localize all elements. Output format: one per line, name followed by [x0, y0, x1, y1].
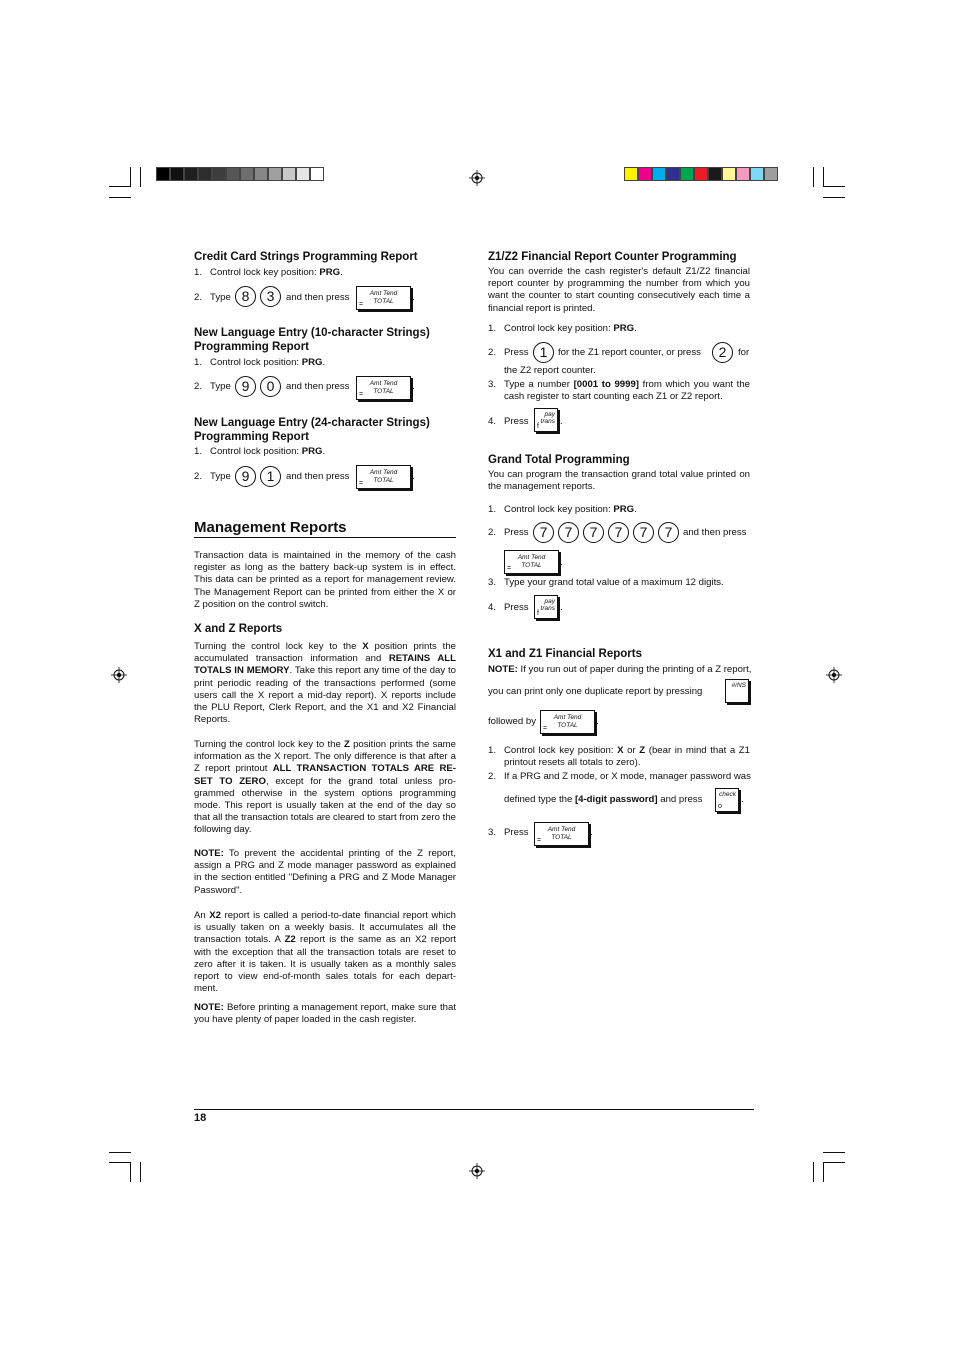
step-1: 1. Control lock position: PRG.	[194, 357, 326, 368]
gray-swatch	[226, 167, 240, 181]
step-2-for: for	[738, 347, 750, 358]
z1z2-intro: You can override the cash register's default Z1/Z2 financial report counter by programming the number from which you want the counter to start counting consecutively each time a financial report is printed.	[488, 266, 750, 314]
crop-mark	[140, 167, 141, 187]
pay-trans-key: pay trans f	[534, 595, 558, 619]
step-2-line2: the Z2 report counter.	[504, 365, 596, 376]
step-3-num: 3.	[488, 379, 497, 390]
section-title-grand-total: Grand Total Programming	[488, 454, 630, 466]
step-3: 3. Press	[488, 827, 529, 838]
xz-paragraph-x2: An X2 report is called a period-to-date financial report which is usually taken on a weekly basis. It accumulates all the transaction totals. A Z2 report is the same as an X2 report with the exception that all the transaction totals are reset to zero after it is taken. It is usually taken as a monthly sales report to view end-of-month sales totals for each depart-ment.	[194, 910, 456, 995]
section-title-language-24: New Language Entry (24-character Strings) Programming Report	[194, 417, 430, 443]
color-swatch	[736, 167, 750, 181]
section-title-management-reports: Management Reports	[194, 519, 347, 536]
step-3: Type a number [0001 to 9999] from which you want the cash register to start counting each Z1 or Z2 report.	[504, 379, 750, 403]
gray-swatch	[310, 167, 324, 181]
color-swatch	[624, 167, 638, 181]
step-1: 1. Control lock position: PRG.	[194, 446, 326, 457]
x1z1-note-line2: you can print only one duplicate report by pressing	[488, 686, 703, 697]
amt-tend-total-key: Amt Tend TOTAL =	[356, 286, 411, 310]
amt-tend-total-key: Amt Tend TOTAL =	[534, 822, 589, 846]
xz-paragraph-1: Turning the control lock key to the X position prints the accumulated transaction information and RETAINS ALL TOTALS IN MEMORY. Take this report any time of the day to print periodic reading of the transactions performed (some users call the X report a mid-day report). X reports include the PLU Report, Clerk Report, and the X1 and X2 Financial Reports.	[194, 641, 457, 726]
key-7: 7	[633, 522, 654, 543]
crop-mark	[109, 1162, 131, 1163]
step-1-num: 1.	[488, 745, 497, 756]
key-7: 7	[608, 522, 629, 543]
crop-mark	[109, 186, 131, 187]
section-title-z1z2-counter: Z1/Z2 Financial Report Counter Programming	[488, 251, 737, 263]
period: .	[560, 416, 563, 427]
key-7: 7	[558, 522, 579, 543]
color-swatch	[708, 167, 722, 181]
xz-paragraph-2: Turning the control lock key to the Z position prints the same information as the X report. The only difference is that after a Z report printout ALL TRANSACTION TOTALS ARE RE-SET TO ZERO, except for the grand total unless pro-grammed otherwise in the system options programming mode. This report is usually taken at the end of the day so that all the transaction totals are cleared to start from zero the following day.	[194, 739, 456, 836]
gray-swatch	[268, 167, 282, 181]
crop-mark	[823, 167, 824, 187]
gray-swatch	[296, 167, 310, 181]
key-7: 7	[658, 522, 679, 543]
section-title-x1-z1: X1 and Z1 Financial Reports	[488, 648, 643, 660]
gray-swatch	[212, 167, 226, 181]
step-3: 3. Type your grand total value of a maximum 12 digits.	[488, 577, 724, 588]
color-swatch	[652, 167, 666, 181]
step-2-then: and then press	[286, 471, 350, 482]
step-2: 2. Press	[488, 347, 529, 358]
gray-swatch	[282, 167, 296, 181]
crop-mark	[823, 197, 845, 198]
gray-swatch	[254, 167, 268, 181]
amt-tend-total-key: Amt Tend TOTAL =	[504, 550, 559, 574]
step-1: 1. Control lock key position: PRG.	[488, 323, 637, 334]
registration-mark-icon	[469, 1163, 485, 1179]
crop-mark	[823, 1162, 824, 1182]
step-2-then: and then press	[286, 381, 350, 392]
step-2: 2. Type	[194, 292, 231, 303]
crop-mark	[813, 167, 814, 187]
key-9: 9	[235, 466, 256, 487]
amt-tend-total-key: Amt Tend TOTAL =	[540, 710, 595, 734]
period: .	[596, 716, 599, 727]
crop-mark	[130, 1162, 131, 1182]
grand-total-intro: You can program the transaction grand total value printed on the management reports.	[488, 469, 750, 493]
crop-mark	[140, 1162, 141, 1182]
color-swatch	[680, 167, 694, 181]
pay-trans-key: pay trans f	[534, 408, 558, 432]
section-rule	[194, 537, 456, 538]
step-2-line2: defined type the [4-digit password] and press	[504, 794, 703, 805]
gray-swatch	[170, 167, 184, 181]
x1z1-note: NOTE: If you run out of paper during the printing of a Z report,	[488, 664, 752, 675]
step-4: 4. Press	[488, 602, 529, 613]
crop-mark	[109, 197, 131, 198]
crop-mark	[130, 167, 131, 187]
page-number: 18	[194, 1112, 207, 1124]
xz-note-1: NOTE: To prevent the accidental printing of the Z report, assign a PRG and Z mode manager password as explained in the section entitled "Defining a PRG and Z Mode Manager Password".	[194, 848, 456, 896]
footer-rule	[194, 1109, 754, 1110]
crop-mark	[813, 1162, 814, 1182]
period: .	[412, 381, 415, 392]
color-swatch	[764, 167, 778, 181]
period: .	[412, 292, 415, 303]
step-2-mid: for the Z1 report counter, or press	[558, 347, 701, 358]
amt-tend-total-key: Amt Tend TOTAL =	[356, 465, 411, 489]
key-0: 0	[260, 376, 281, 397]
period: .	[560, 602, 563, 613]
section-title-x-z-reports: X and Z Reports	[194, 623, 283, 635]
key-7: 7	[583, 522, 604, 543]
step-2-then: and then press	[286, 292, 350, 303]
step-2-then: and then press	[683, 527, 747, 538]
crop-mark	[823, 186, 845, 187]
key-9: 9	[235, 376, 256, 397]
amt-tend-total-key: Amt Tend TOTAL =	[356, 376, 411, 400]
registration-mark-icon	[469, 170, 485, 186]
gray-swatch	[240, 167, 254, 181]
step-2: 2. Type	[194, 471, 231, 482]
crop-mark	[823, 1162, 845, 1163]
period: .	[590, 827, 593, 838]
step-1: 1. Control lock key position: PRG.	[194, 267, 343, 278]
xz-note-2: NOTE: Before printing a management report, make sure that you have plenty of paper loaded in the cash register.	[194, 1002, 456, 1026]
key-7: 7	[533, 522, 554, 543]
step-1: Control lock key position: X or Z (bear in mind that a Z1 printout resets all totals to zero).	[504, 745, 750, 769]
key-3: 3	[260, 286, 281, 307]
registration-mark-icon	[111, 667, 127, 683]
key-1: 1	[533, 342, 554, 363]
section-title-credit-card: Credit Card Strings Programming Report	[194, 251, 418, 263]
section-title-language-10: New Language Entry (10-character Strings) Programming Report	[194, 327, 430, 353]
gray-swatch	[198, 167, 212, 181]
step-2: 2. Type	[194, 381, 231, 392]
grayscale-calibration-bar	[156, 167, 324, 181]
color-calibration-bar	[624, 167, 778, 181]
color-swatch	[722, 167, 736, 181]
period: .	[741, 794, 744, 805]
registration-mark-icon	[826, 667, 842, 683]
crop-mark	[823, 1152, 845, 1153]
x1z1-followed-by: followed by	[488, 716, 536, 727]
crop-mark	[109, 1152, 131, 1153]
management-intro: Transaction data is maintained in the memory of the cash register as long as the battery back-up system is in effect. This data can be printed as a report for management review. The Management Report can be printed from either the X or Z position on the control switch.	[194, 550, 456, 610]
step-2: 2. Press	[488, 527, 529, 538]
key-8: 8	[235, 286, 256, 307]
gray-swatch	[156, 167, 170, 181]
gray-swatch	[184, 167, 198, 181]
color-swatch	[638, 167, 652, 181]
period: .	[412, 471, 415, 482]
step-1: 1. Control lock key position: PRG.	[488, 504, 637, 515]
check-key: check o	[715, 788, 739, 812]
ins-key: #/NS	[725, 679, 749, 703]
period: .	[560, 557, 563, 568]
color-swatch	[694, 167, 708, 181]
step-2: 2. If a PRG and Z mode, or X mode, manager password was	[488, 771, 751, 782]
key-2: 2	[712, 342, 733, 363]
step-4: 4. Press	[488, 416, 529, 427]
color-swatch	[666, 167, 680, 181]
color-swatch	[750, 167, 764, 181]
key-1: 1	[260, 466, 281, 487]
